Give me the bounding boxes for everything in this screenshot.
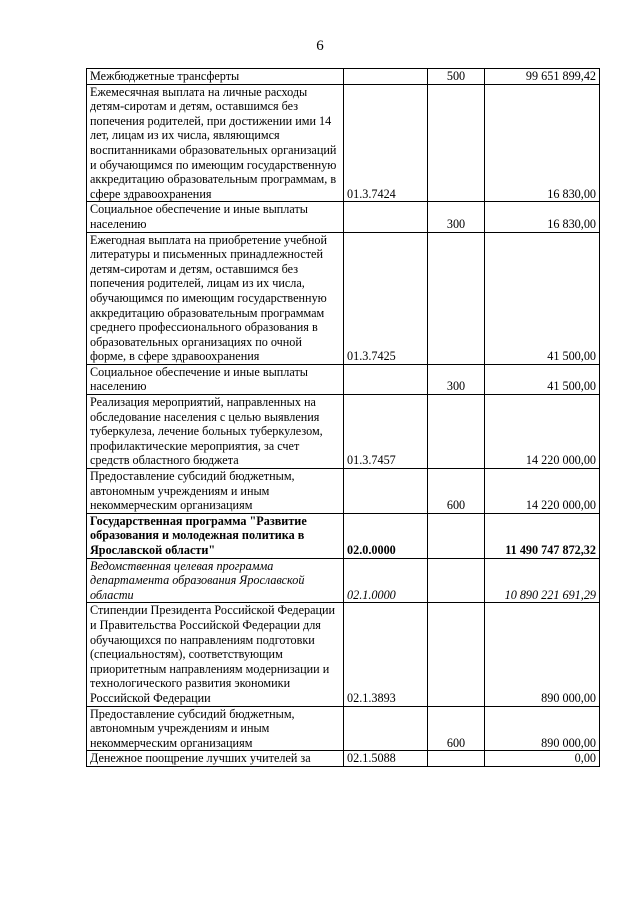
page-number: 6 bbox=[316, 38, 324, 54]
table-row bbox=[87, 84, 600, 202]
row-sum-cell: 41 500,00 bbox=[485, 232, 600, 364]
table-row bbox=[87, 706, 600, 751]
budget-table bbox=[86, 68, 600, 767]
row-code-cell: 02.1.0000 bbox=[344, 558, 428, 603]
row-code-cell: 02.1.3893 bbox=[344, 603, 428, 706]
row-sum-cell: 10 890 221 691,29 bbox=[485, 558, 600, 603]
row-code-cell bbox=[344, 69, 428, 85]
row-name-cell: Государственная программа "Развитие образования и молодежная политика в Ярославской области" bbox=[87, 513, 344, 558]
row-code-cell: 02.1.5088 bbox=[344, 751, 428, 767]
row-type-cell bbox=[428, 751, 485, 767]
table-row bbox=[87, 751, 600, 767]
row-code-cell bbox=[344, 706, 428, 751]
row-type-cell bbox=[428, 558, 485, 603]
row-sum-cell: 99 651 899,42 bbox=[485, 69, 600, 85]
row-name-cell: Социальное обеспечение и иные выплаты населению bbox=[87, 364, 344, 394]
row-name-cell: Ежегодная выплата на приобретение учебной литературы и письменных принадлежностей детям-сиротам и детям, оставшимся без попечения родителей, лицам из их числа, обучающимся по имеющим государственную аккредитацию образовательным программам среднего профессионального образования в образовательных организациях по очной форме, в сфере здравоохранения bbox=[87, 232, 344, 364]
row-code-cell: 01.3.7457 bbox=[344, 395, 428, 469]
row-type-cell bbox=[428, 395, 485, 469]
row-sum-cell: 890 000,00 bbox=[485, 706, 600, 751]
row-type-cell: 300 bbox=[428, 202, 485, 232]
row-name-cell: Предоставление субсидий бюджетным, автономным учреждениям и иным некоммерческим организациям bbox=[87, 469, 344, 514]
row-type-cell: 300 bbox=[428, 364, 485, 394]
table-row bbox=[87, 469, 600, 514]
row-type-cell: 600 bbox=[428, 469, 485, 514]
row-type-cell bbox=[428, 232, 485, 364]
row-sum-cell: 0,00 bbox=[485, 751, 600, 767]
row-name-cell: Денежное поощрение лучших учителей за bbox=[87, 751, 344, 767]
row-code-cell bbox=[344, 364, 428, 394]
table-row bbox=[87, 395, 600, 469]
row-name-cell: Ведомственная целевая программа департамента образования Ярославской области bbox=[87, 558, 344, 603]
row-name-cell: Межбюджетные трансферты bbox=[87, 69, 344, 85]
row-sum-cell: 11 490 747 872,32 bbox=[485, 513, 600, 558]
row-type-cell bbox=[428, 603, 485, 706]
row-code-cell bbox=[344, 202, 428, 232]
row-name-cell: Предоставление субсидий бюджетным, автономным учреждениям и иным некоммерческим организациям bbox=[87, 706, 344, 751]
table-row bbox=[87, 364, 600, 394]
row-type-cell: 600 bbox=[428, 706, 485, 751]
table-row bbox=[87, 603, 600, 706]
row-sum-cell: 41 500,00 bbox=[485, 364, 600, 394]
row-name-cell: Социальное обеспечение и иные выплаты населению bbox=[87, 202, 344, 232]
row-sum-cell: 890 000,00 bbox=[485, 603, 600, 706]
row-sum-cell: 14 220 000,00 bbox=[485, 395, 600, 469]
row-sum-cell: 16 830,00 bbox=[485, 84, 600, 202]
row-name-cell: Стипендии Президента Российской Федерации и Правительства Российской Федерации для обучающихся по направлениям подготовки (специальностям), соответствующим приоритетным направлениям модернизации и технологического развития экономики Российской Федерации bbox=[87, 603, 344, 706]
table-row bbox=[87, 232, 600, 364]
row-name-cell: Реализация мероприятий, направленных на обследование населения с целью выявления туберкулеза, лечение больных туберкулезом, профилактические мероприятия, за счет средств областного бюджета bbox=[87, 395, 344, 469]
row-code-cell: 01.3.7425 bbox=[344, 232, 428, 364]
table-row bbox=[87, 202, 600, 232]
table-row bbox=[87, 513, 600, 558]
row-code-cell: 01.3.7424 bbox=[344, 84, 428, 202]
row-sum-cell: 16 830,00 bbox=[485, 202, 600, 232]
row-code-cell: 02.0.0000 bbox=[344, 513, 428, 558]
row-type-cell bbox=[428, 84, 485, 202]
row-name-cell: Ежемесячная выплата на личные расходы детям-сиротам и детям, оставшимся без попечения родителей, при достижении ими 14 лет, лицам из их числа, являющимся воспитанниками образовательных организаций и обучающимся по имеющим государственную аккредитацию образовательным программам, в сфере здравоохранения bbox=[87, 84, 344, 202]
table-row bbox=[87, 558, 600, 603]
row-type-cell: 500 bbox=[428, 69, 485, 85]
row-type-cell bbox=[428, 513, 485, 558]
table-row bbox=[87, 69, 600, 85]
row-sum-cell: 14 220 000,00 bbox=[485, 469, 600, 514]
row-code-cell bbox=[344, 469, 428, 514]
